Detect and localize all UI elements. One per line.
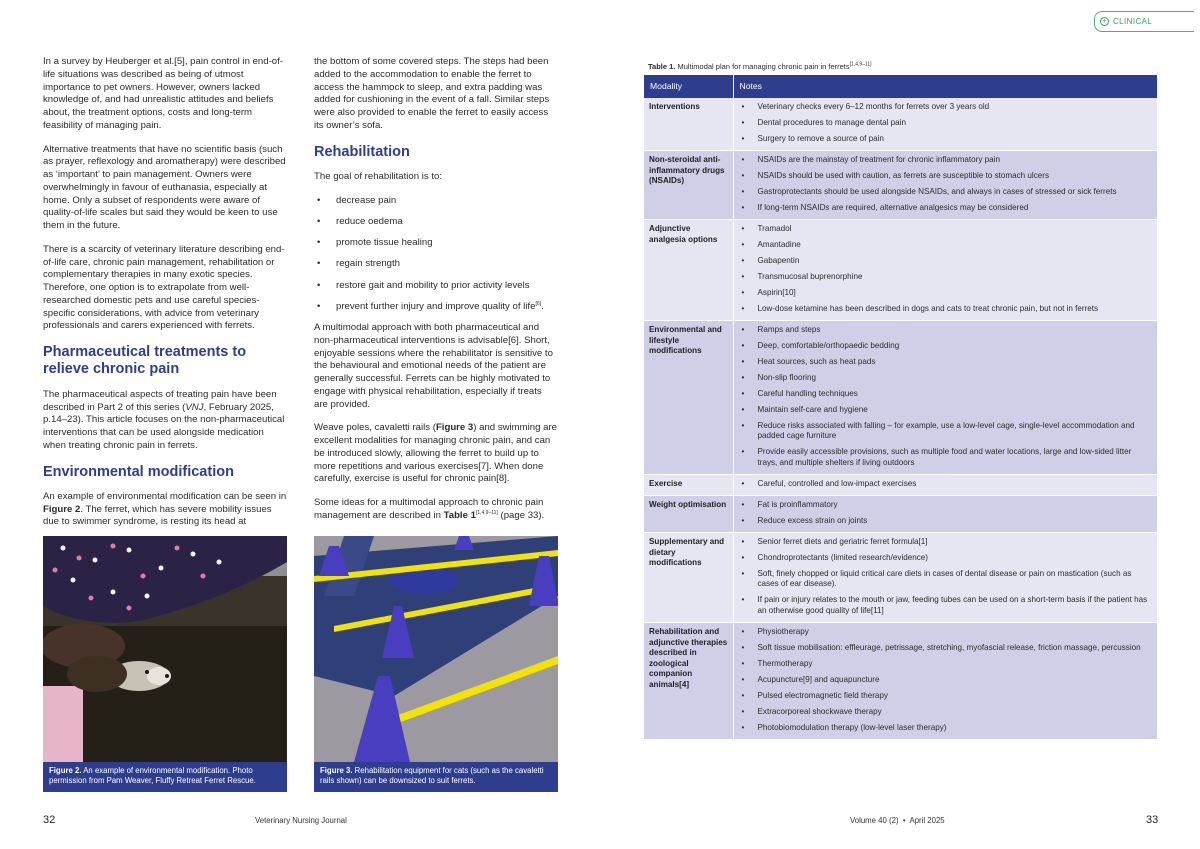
figure-3-caption: Figure 3. Rehabilitation equipment for cats (such as the cavaletti rails shown) can be downsized to suit ferrets. xyxy=(314,762,558,792)
note-item: • Careful, controlled and low-impact exercises xyxy=(740,477,1152,493)
ferret-photo xyxy=(43,536,287,762)
rehab-goals-list xyxy=(314,195,558,314)
plus-circle-icon: + xyxy=(1100,17,1109,26)
table-row xyxy=(644,321,1157,475)
figure-3 xyxy=(314,536,558,792)
paragraph: A multimodal approach with both pharmaceutical and non-pharmaceutical interventions is advisable[6]. Short, enjoyable sessions where the rehabilitator is sensitive to the behavioural and emotional needs of the patient are generally successful. Ferrets can be highly motivated to engage with physical rehabilitation, especially if treats are provided. xyxy=(314,322,553,410)
paragraph: Weave poles, cavaletti rails (Figure 3) and swimming are excellent modalities for managing chronic pain, and can be introduced slowly, allowing the ferret to build up to more repetitions and various exercises[7]. When done carefully, exercise is useful for chronic pain[8]. xyxy=(314,422,557,485)
note-item: • Soft, finely chopped or liquid critical care diets in cases of dental disease or pain on mastication (such as cases of ear disease). xyxy=(740,567,1152,594)
notes-cell xyxy=(733,496,1157,533)
paragraph: The pharmaceutical aspects of treating pain have been described in Part 2 of this series (VNJ, February 2025, p.14–23). This article focuses on the non-pharmaceutical interventions that can be used alongside medication when treating chronic pain in ferrets. xyxy=(43,388,285,451)
section-badge-label: CLINICAL xyxy=(1113,17,1153,26)
heading-environmental: Environmental modification xyxy=(43,463,234,480)
modality-cell: Supplementary and dietary modifications xyxy=(644,533,733,623)
list-item: • prevent further injury and improve quality of life[6]. xyxy=(314,301,558,314)
note-item: • Gastroprotectants should be used alongside NSAIDs, and always in cases of stressed or sick ferrets xyxy=(740,185,1152,201)
list-item: • regain strength xyxy=(314,258,558,271)
modality-cell: Rehabilitation and adjunctive therapies described in zoological companion animals[4] xyxy=(644,623,733,740)
table-row xyxy=(644,623,1157,740)
note-item: • Soft tissue mobilisation: effleurage, petrissage, stretching, myofascial release, friction massage, percussion xyxy=(740,641,1152,657)
note-item: • Deep, comfortable/orthopaedic bedding xyxy=(740,339,1152,355)
notes-cell xyxy=(733,151,1157,220)
note-item: • Pulsed electromagnetic field therapy xyxy=(740,689,1152,705)
note-item: • Chondroprotectants (limited research/evidence) xyxy=(740,551,1152,567)
notes-cell xyxy=(733,321,1157,475)
heading-pharmaceutical: Pharmaceutical treatments to relieve chronic pain xyxy=(43,344,247,378)
list-item: • reduce oedema xyxy=(314,216,558,229)
figure-2 xyxy=(43,536,287,792)
notes-cell xyxy=(733,533,1157,623)
note-item: • Veterinary checks every 6–12 months for ferrets over 3 years old xyxy=(740,100,1152,116)
note-item: • Heat sources, such as heat pads xyxy=(740,355,1152,371)
table-row xyxy=(644,496,1157,533)
table-row xyxy=(644,98,1157,151)
note-item: • If pain or injury relates to the mouth or jaw, feeding tubes can be used on a short-term basis if the patient has an otherwise good quality of life[11] xyxy=(740,594,1152,621)
page-number-right: 33 xyxy=(1146,814,1159,826)
table-ref: Table 1 xyxy=(443,509,476,521)
modality-cell: Non-steroidal anti-inflammatory drugs (NSAIDs) xyxy=(644,151,733,220)
notes-cell xyxy=(733,475,1157,496)
note-item: • Provide easily accessible provisions, such as multiple food and water locations, large and low-sided litter trays, and multiple shelters if living outdoors xyxy=(740,446,1152,473)
cavaletti-photo xyxy=(314,536,558,762)
table-row xyxy=(644,151,1157,220)
note-item: • Non-slip flooring xyxy=(740,371,1152,387)
issue-info: Volume 40 (2) • April 2025 xyxy=(850,816,945,825)
page-number-left: 32 xyxy=(43,814,56,826)
middle-column xyxy=(314,56,558,534)
column-header: Notes xyxy=(733,75,1157,98)
notes-cell xyxy=(733,623,1157,740)
table-row xyxy=(644,220,1157,321)
paragraph: Some ideas for a multimodal approach to chronic pain management are described in Table 1[1,4,9–11] (page 33). xyxy=(314,497,545,521)
modality-cell: Adjunctive analgesia options xyxy=(644,220,733,321)
column-header: Modality xyxy=(644,75,733,98)
note-item: • NSAIDs should be used with caution, as ferrets are susceptible to stomach ulcers xyxy=(740,169,1152,185)
table-row xyxy=(644,533,1157,623)
journal-ref: VNJ xyxy=(185,401,204,413)
note-item: • Maintain self-care and hygiene xyxy=(740,403,1152,419)
multimodal-table xyxy=(644,75,1157,740)
left-column xyxy=(43,56,287,540)
note-item: • If long-term NSAIDs are required, alternative analgesics may be considered xyxy=(740,201,1152,217)
paragraph: Alternative treatments that have no scientific basis (such as prayer, reflexology and aromatherapy) were described as ‘important’ to pain management. Owners were overwhelmingly in favour of euthanasia, especially at home. Only a subset of respondents were aware of quality-of-life scales but said they would be keen to use them in the future. xyxy=(43,143,286,231)
paragraph: The goal of rehabilitation is to: xyxy=(314,170,442,182)
paragraph: An example of environmental modification can be seen in Figure 2. The ferret, which has severe mobility issues due to swimmer syndrome, is resting its head at xyxy=(43,490,287,528)
notes-cell xyxy=(733,220,1157,321)
note-item: • NSAIDs are the mainstay of treatment for chronic inflammatory pain xyxy=(740,153,1152,169)
list-item: • decrease pain xyxy=(314,195,558,208)
note-item: • Amantadine xyxy=(740,238,1152,254)
list-item: • restore gait and mobility to prior activity levels xyxy=(314,280,558,293)
note-item: • Transmucosal buprenorphine xyxy=(740,270,1152,286)
modality-cell: Environmental and lifestyle modifications xyxy=(644,321,733,475)
note-item: • Reduce risks associated with falling – for example, use a low-level cage, single-level accommodation and padded cage furniture xyxy=(740,419,1152,446)
figure-2-caption: Figure 2. An example of environmental modification. Photo permission from Pam Weaver, Fluffy Retreat Ferret Rescue. xyxy=(43,762,287,792)
note-item: • Careful handling techniques xyxy=(740,387,1152,403)
modality-cell: Weight optimisation xyxy=(644,496,733,533)
table-header-row xyxy=(644,75,1157,98)
note-item: • Dental procedures to manage dental pain xyxy=(740,116,1152,132)
paragraph: There is a scarcity of veterinary literature describing end-of-life care, chronic pain management, rehabilitation or complementary therapies in many exotic species. Therefore, one option is to extrapolate from well-researched domestic pets and use careful species-specific considerations, with advice from veterinary professionals and carers experienced with ferrets. xyxy=(43,243,285,332)
figure-ref: Figure 3 xyxy=(435,422,474,434)
note-item: • Aspirin[10] xyxy=(740,286,1152,302)
table-row xyxy=(644,475,1157,496)
figure-ref: Figure 2 xyxy=(43,503,81,515)
note-item: • Photobiomodulation therapy (low-level laser therapy) xyxy=(740,721,1152,737)
table-body xyxy=(644,98,1157,740)
note-item: • Thermotherapy xyxy=(740,657,1152,673)
note-item: • Low-dose ketamine has been described in dogs and cats to treat chronic pain, but not in ferrets xyxy=(740,302,1152,318)
heading-rehabilitation: Rehabilitation xyxy=(314,143,410,160)
modality-cell: Interventions xyxy=(644,98,733,151)
table-caption: Table 1. Multimodal plan for managing chronic pain in ferrets[1,4,9–11] xyxy=(648,61,872,71)
note-item: • Extracorporeal shockwave therapy xyxy=(740,705,1152,721)
paragraph: In a survey by Heuberger et al.[5], pain control in end-of-life situations was described as being of utmost importance to pet owners. However, owners lacked knowledge of, and had unrealistic attitudes and beliefs about, the treatment options, costs and long-term feasibility of managing pain. xyxy=(43,56,283,131)
list-item: • promote tissue healing xyxy=(314,237,558,250)
journal-name: Veterinary Nursing Journal xyxy=(255,816,347,825)
note-item: • Acupuncture[9] and aquapuncture xyxy=(740,673,1152,689)
note-item: • Senior ferret diets and geriatric ferret formula[1] xyxy=(740,535,1152,551)
note-item: • Surgery to remove a source of pain xyxy=(740,132,1152,148)
note-item: • Physiotherapy xyxy=(740,625,1152,641)
paragraph: the bottom of some covered steps. The steps had been added to the accommodation to enable the ferret to access the hammock to sleep, and extra padding was added for cushioning in the event of a fall. Similar steps were also provided to enable the ferret to easily access its owner’s sofa. xyxy=(314,56,550,131)
note-item: • Gabapentin xyxy=(740,254,1152,270)
note-item: • Ramps and steps xyxy=(740,323,1152,339)
notes-cell xyxy=(733,98,1157,151)
section-badge xyxy=(1094,11,1194,32)
note-item: • Tramadol xyxy=(740,222,1152,238)
note-item: • Reduce excess strain on joints xyxy=(740,514,1152,530)
note-item: • Fat is proinflammatory xyxy=(740,498,1152,514)
modality-cell: Exercise xyxy=(644,475,733,496)
